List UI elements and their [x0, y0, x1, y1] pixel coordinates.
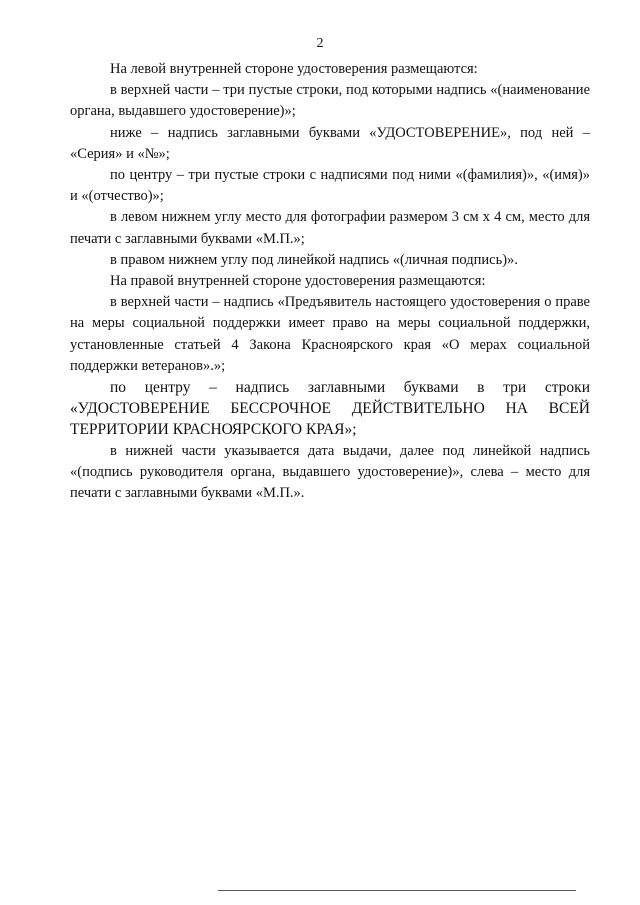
paragraph-left-top-part: в верхней части – три пустые строки, под которыми надпись «(наименование органа, выдавшего удостоверение)»; [70, 82, 590, 120]
paragraph-left-bottom-photo: в левом нижнем углу место для фотографии размером 3 см х 4 см, место для печати с заглавными буквами «М.П.»; [70, 209, 590, 247]
paragraph-right-side-intro: На правой внутренней стороне удостоверения размещаются: [110, 273, 486, 290]
paragraph-right-center-caps: по центру – надпись заглавными буквами в три строки «УДОСТОВЕРЕНИЕ БЕССРОЧНОЕ ДЕЙСТВИТЕЛЬНО НА ВСЕЙ ТЕРРИТОРИИ КРАСНОЯРСКОГО КРАЯ»; [70, 379, 590, 439]
bottom-divider-line [218, 890, 576, 891]
paragraph-left-certificate-title: ниже – надпись заглавными буквами «УДОСТОВЕРЕНИЕ», под ней – «Серия» и «№»; [70, 124, 590, 162]
paragraph-left-center-names: по центру – три пустые строки с надписями под ними «(фамилия)», «(имя)» и «(отчество)»; [70, 167, 590, 205]
paragraph-left-side-intro: На левой внутренней стороне удостоверения размещаются: [110, 61, 478, 77]
paragraph-right-top-part: в верхней части – надпись «Предъявитель настоящего удостоверения о праве на меры социальной поддержки имеет право на меры социальной поддержки, установленные статьей 4 Закона Красноярского края «О мерах социальной поддержки ветеранов».»; [70, 294, 590, 374]
paragraph-right-bottom-part: в нижней части указывается дата выдачи, далее под линейкой надпись «(подпись руководителя органа, выдавшего удостоверение)», слева – место для печати с заглавными буквами «М.П.». [70, 442, 590, 502]
document-body [70, 59, 590, 504]
page-number: 2 [316, 36, 324, 51]
paragraph-left-bottom-signature: в правом нижнем углу под линейкой надпись «(личная подпись)». [110, 251, 518, 268]
